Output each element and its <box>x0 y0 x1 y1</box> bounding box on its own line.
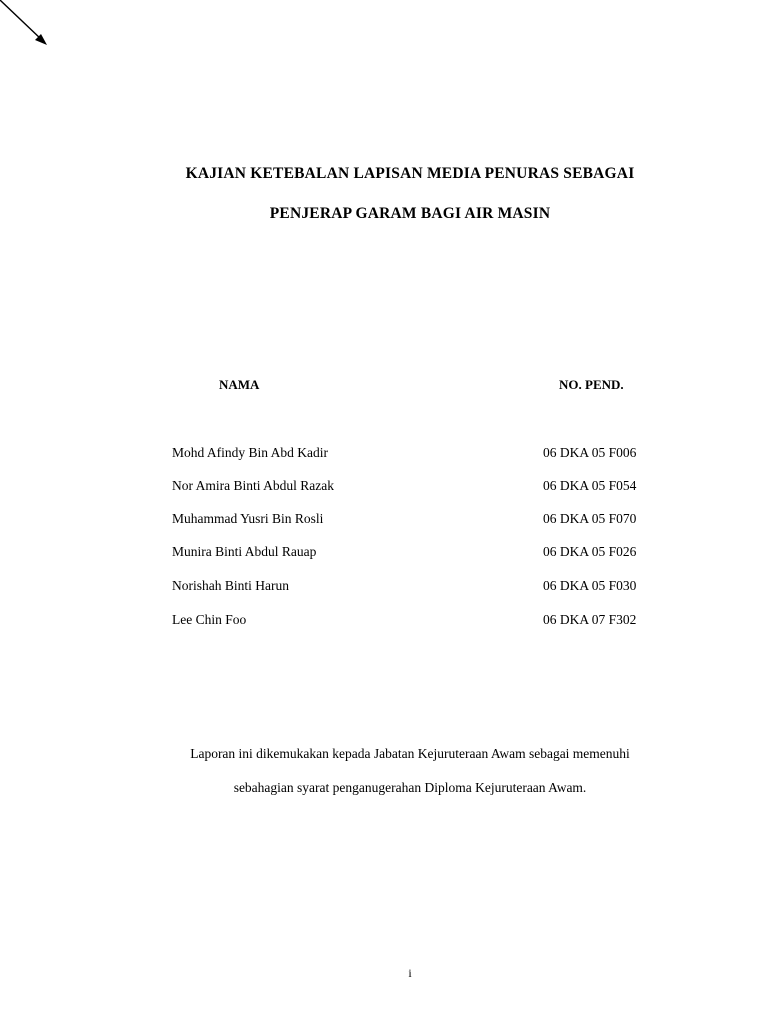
column-header-name: NAMA <box>219 377 260 392</box>
document-title-line-1: KAJIAN KETEBALAN LAPISAN MEDIA PENURAS SEBAGAI <box>185 165 635 182</box>
student-name: Nor Amira Binti Abdul Razak <box>172 478 334 493</box>
submission-statement-line-1: Laporan ini dikemukakan kepada Jabatan Kejuruteraan Awam sebagai memenuhi <box>190 746 630 761</box>
table-row <box>0 578 768 598</box>
submission-statement-line-2: sebahagian syarat penganugerahan Diploma Kejuruteraan Awam. <box>233 780 587 795</box>
table-row <box>0 544 768 564</box>
registration-number: 06 DKA 05 F030 <box>543 578 637 593</box>
table-row <box>0 478 768 498</box>
registration-number: 06 DKA 05 F006 <box>543 445 637 460</box>
column-header-registration-number: NO. PEND. <box>559 377 624 392</box>
table-row <box>0 511 768 531</box>
student-name: Mohd Afindy Bin Abd Kadir <box>172 445 329 460</box>
student-name: Lee Chin Foo <box>172 612 247 627</box>
table-row <box>0 445 768 465</box>
student-name: Munira Binti Abdul Rauap <box>172 544 317 559</box>
registration-number: 06 DKA 05 F026 <box>543 544 637 559</box>
registration-number: 06 DKA 05 F070 <box>543 511 637 526</box>
student-name: Muhammad Yusri Bin Rosli <box>172 511 324 526</box>
registration-number: 06 DKA 07 F302 <box>543 612 637 627</box>
arrow-icon <box>0 0 60 60</box>
table-row <box>0 612 768 632</box>
document-title-line-2: PENJERAP GARAM BAGI AIR MASIN <box>269 205 551 222</box>
registration-number: 06 DKA 05 F054 <box>543 478 637 493</box>
page-number: i <box>408 966 412 980</box>
student-name: Norishah Binti Harun <box>172 578 289 593</box>
